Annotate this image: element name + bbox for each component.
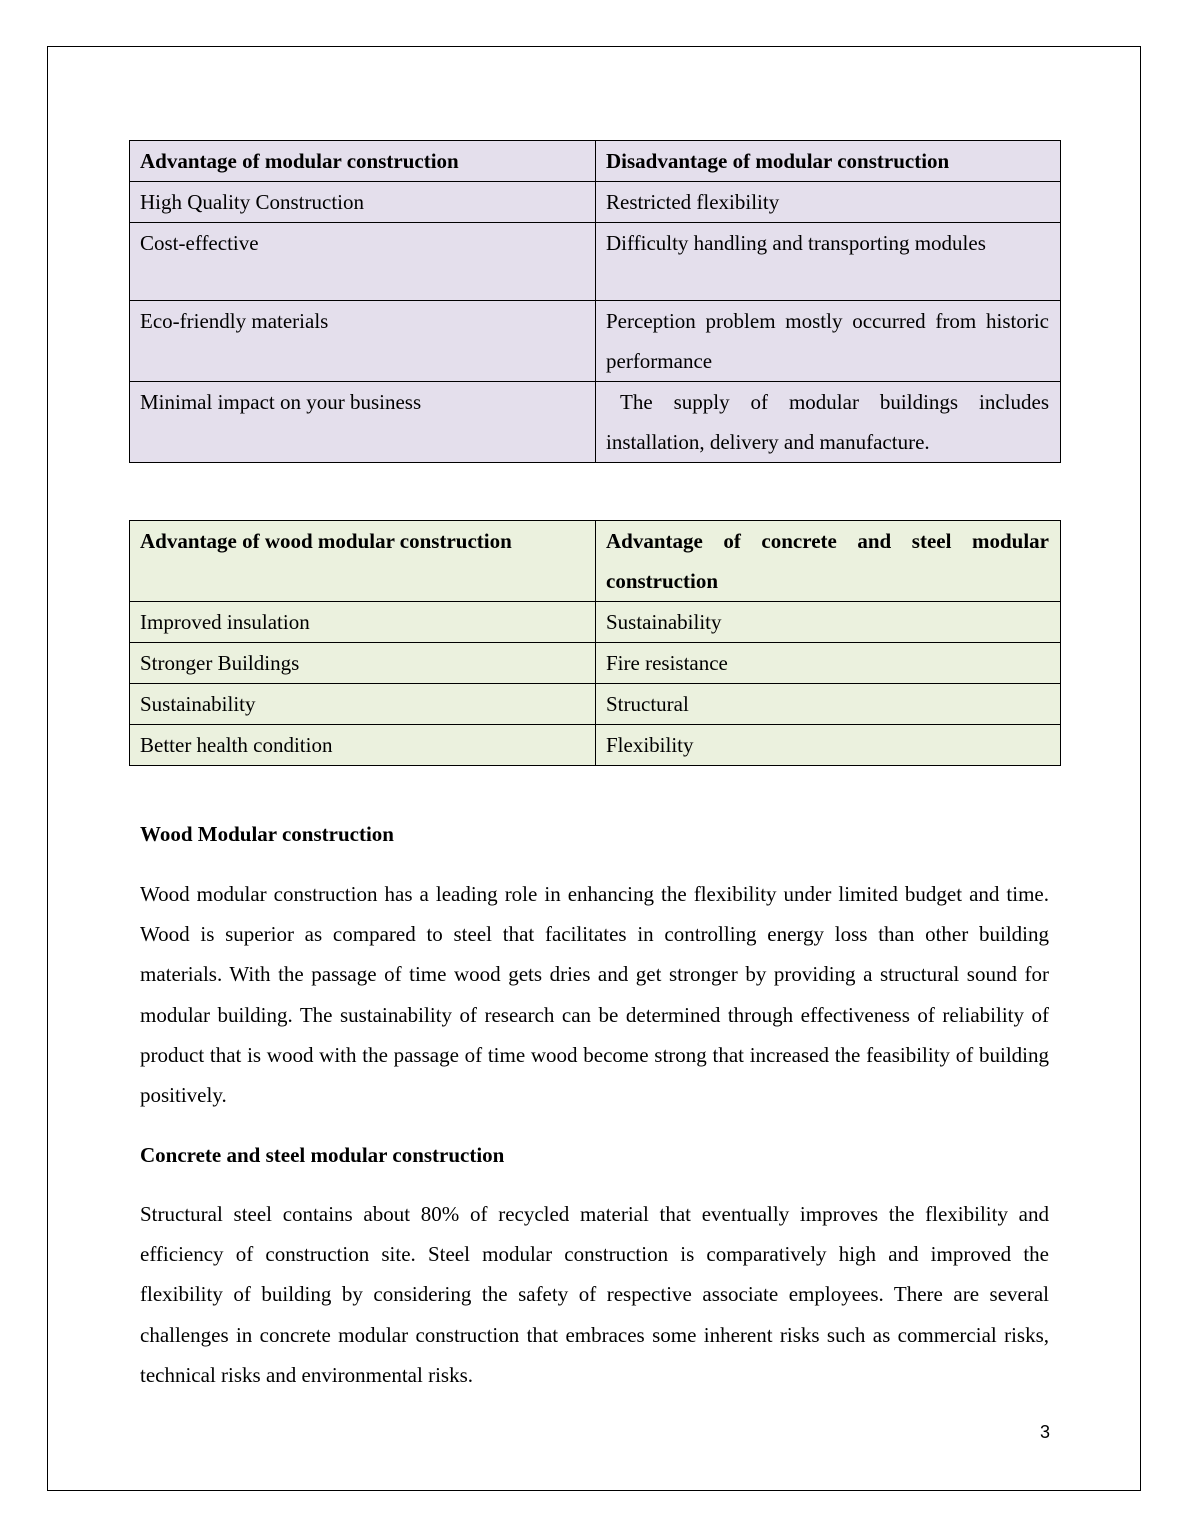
table-row — [130, 382, 1061, 463]
table-header-cell: Advantage of modular construction — [130, 141, 596, 182]
table-cell: Flexibility — [596, 725, 1061, 766]
table-cell: Minimal impact on your business — [130, 382, 596, 463]
table-cell: Stronger Buildings — [130, 643, 596, 684]
table-cell: High Quality Construction — [130, 182, 596, 223]
material-advantages-table — [129, 520, 1061, 766]
table-row — [130, 182, 1061, 223]
table-header-cell: Advantage of wood modular construction — [130, 521, 596, 602]
table-cell: Better health condition — [130, 725, 596, 766]
table-header-cell: Advantage of concrete and steel modular construction — [596, 521, 1061, 602]
table-cell: Perception problem mostly occurred from historic performance — [596, 301, 1061, 382]
table-cell: Fire resistance — [596, 643, 1061, 684]
table-row — [130, 602, 1061, 643]
table-row — [130, 301, 1061, 382]
section-heading-concrete: Concrete and steel modular construction — [140, 1143, 505, 1167]
table-header-row — [130, 141, 1061, 182]
table-cell: Sustainability — [596, 602, 1061, 643]
table-cell: Restricted flexibility — [596, 182, 1061, 223]
table-cell: Eco-friendly materials — [130, 301, 596, 382]
advantages-disadvantages-table — [129, 140, 1061, 463]
table-cell: Cost-effective — [130, 223, 596, 301]
table-header-row — [130, 521, 1061, 602]
table-cell: Difficulty handling and transporting modules — [596, 223, 1061, 301]
table-cell: Improved insulation — [130, 602, 596, 643]
section-body-concrete: Structural steel contains about 80% of recycled material that eventually improves the flexibility and efficiency of construction site. Steel modular construction is comparatively high and improved the flexibility of building by considering the safety of respective associate employees. There are several challenges in concrete modular construction that embraces some inherent risks such as commercial risks, technical risks and environmental risks. — [140, 1202, 1049, 1387]
table-row — [130, 643, 1061, 684]
table-row — [130, 725, 1061, 766]
table-cell: Structural — [596, 684, 1061, 725]
table-row — [130, 684, 1061, 725]
page-number: 3 — [1039, 1422, 1050, 1442]
table-cell: Sustainability — [130, 684, 596, 725]
section-body-wood: Wood modular construction has a leading role in enhancing the flexibility under limited budget and time. Wood is superior as compared to steel that facilitates in controlling energy loss than other building materials. With the passage of time wood gets dries and get stronger by providing a structural sound for modular building. The sustainability of research can be determined through effectiveness of reliability of product that is wood with the passage of time wood become strong that increased the feasibility of building positively. — [140, 882, 1049, 1108]
table-cell: The supply of modular buildings includes installation, delivery and manufacture. — [596, 382, 1061, 463]
table-header-cell: Disadvantage of modular construction — [596, 141, 1061, 182]
table-row — [130, 223, 1061, 301]
section-heading-wood: Wood Modular construction — [140, 822, 394, 846]
